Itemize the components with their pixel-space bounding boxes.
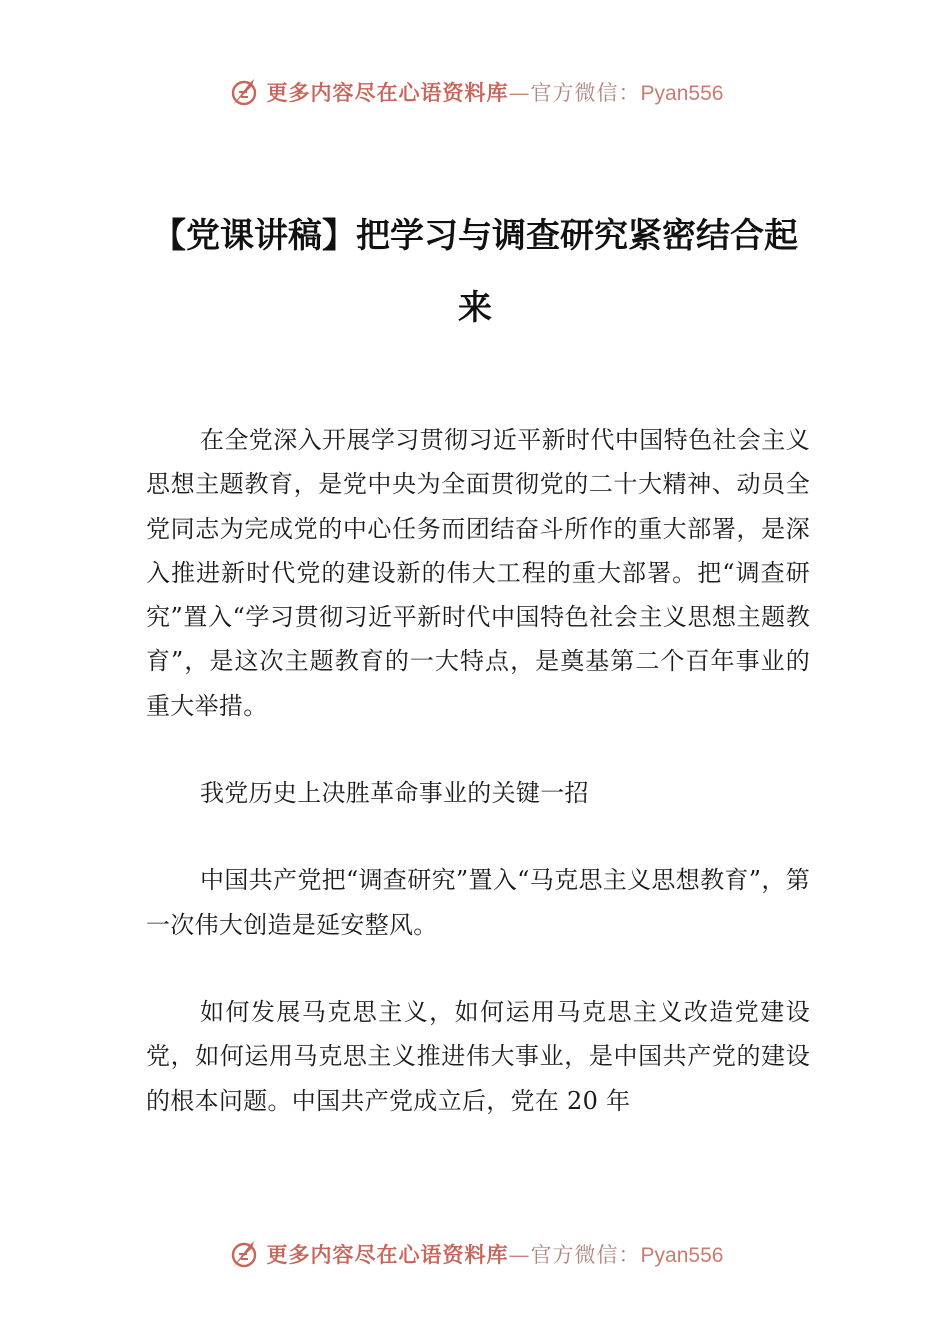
header-banner — [0, 70, 950, 114]
paragraph: 在全党深入开展学习贯彻习近平新时代中国特色社会主义思想主题教育，是党中央为全面贯彻党的二十大精神、动员全党同志为完成党的中心任务而团结奋斗所作的重大部署，是深入推进新时代党的建设新的伟大工程的重大部署。把“调查研究”置入“学习贯彻习近平新时代中国特色社会主义思想主题教育”，是这次主题教育的一大特点，是奠基第二个百年事业的重大举措。 — [146, 426, 810, 720]
footer-banner — [0, 1232, 950, 1276]
paragraph: 如何发展马克思主义，如何运用马克思主义改造党建设党，如何运用马克思主义推进伟大事业，是中国共产党的建设的根本问题。中国共产党成立后，党在 20 年 — [146, 997, 810, 1115]
quill-seal-icon — [227, 75, 261, 109]
section-heading: 我党历史上决胜革命事业的关键一招 — [200, 779, 589, 808]
paragraph: 中国共产党把“调查研究”置入“马克思主义思想教育”，第一次伟大创造是延安整风。 — [146, 866, 810, 939]
quill-seal-icon — [227, 1237, 261, 1271]
banner-text: 更多内容尽在心语资料库—官方微信：Pyan556 — [266, 1242, 724, 1267]
banner-text: 更多内容尽在心语资料库—官方微信：Pyan556 — [266, 80, 724, 105]
page-title: 【党课讲稿】把学习与调查研究紧密结合起来 — [152, 216, 798, 328]
document-body — [146, 418, 810, 1166]
